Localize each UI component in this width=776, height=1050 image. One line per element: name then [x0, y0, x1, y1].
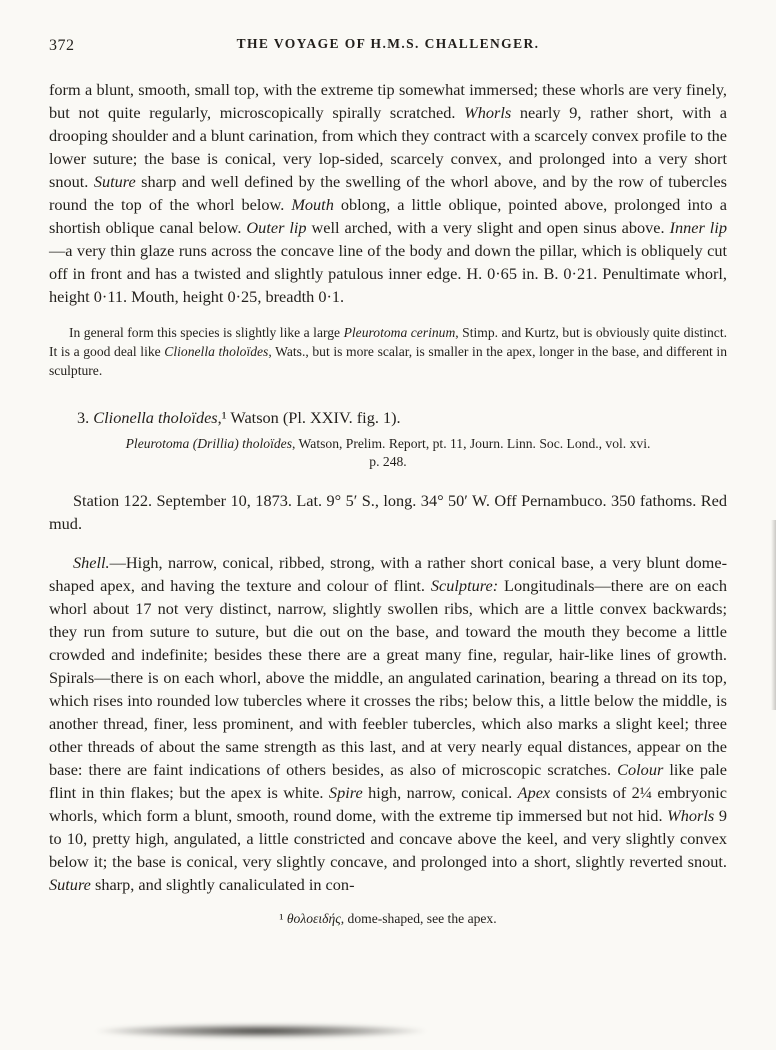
running-title: THE VOYAGE OF H.M.S. CHALLENGER. — [236, 36, 540, 51]
citation-line-2: p. 248. — [369, 454, 407, 469]
scan-smudge-artifact — [96, 1024, 426, 1038]
page-header — [49, 36, 727, 58]
citation-line-1: Pleurotoma (Drillia) tholoïdes, Watson, Prelim. Report, pt. 11, Journ. Linn. Soc. Lond., vol. xvi. — [125, 436, 651, 451]
station-record-paragraph: Station 122. September 10, 1873. Lat. 9° 5′ S., long. 34° 50′ W. Off Pernambuco. 350 fathoms. Red mud. — [49, 491, 727, 533]
page-number: 372 — [49, 37, 75, 54]
description-continuation-paragraph: form a blunt, smooth, small top, with the extreme tip somewhat immersed; these whorls are very finely, but not quite regularly, microscopically spirally scratched. Whorls nearly 9, rather short, with a drooping shoulder and a blunt carination, from which they contract with a scarcely convex profile to the lower suture; the base is conical, very lop-sided, scarcely convex, and prolonged into a very short snout. Suture sharp and well defined by the swelling of the whorl above, and by the row of tubercles round the top of the whorl below. Mouth oblong, a little oblique, pointed above, prolonged into a shortish oblique canal below. Outer lip well arched, with a very slight and open sinus above. Inner lip—a very thin glaze runs across the concave line of the body and down the pillar, which is obliquely cut off in front and has a twisted and slightly patulous inner edge. H. 0·65 in. B. 0·21. Penultimate whorl, height 0·11. Mouth, height 0·25, breadth 0·1. — [49, 80, 728, 306]
species-heading: 3. Clionella tholoïdes,¹ Watson (Pl. XXIV. fig. 1). — [77, 408, 401, 427]
general-remarks-paragraph: In general form this species is slightly like a large Pleurotoma cerinum, Stimp. and Kurtz, but is obviously quite distinct. It is a good deal like Clionella tholoïdes, Wats., but is more scalar, is smaller in the apex, longer in the base, and different in sculpture. — [49, 325, 728, 378]
shell-description-paragraph: Shell.—High, narrow, conical, ribbed, strong, with a rather short conical base, a very blunt dome-shaped apex, and having the texture and colour of flint. Sculpture: Longitudinals—there are on each whorl about 17 not very distinct, narrow, slightly swollen ribs, which are a little convex backwards; they run from suture to suture, but die out on the base, and toward the mouth they become a little crowded and indefinite; besides these there are a great many fine, regular, hair-like lines of growth. Spirals—there is on each whorl, above the middle, an angulated carination, bearing a thread on its top, which rises into rounded low tubercles where it crosses the ribs; below this, a little below the middle, is another thread, finer, less prominent, and with feebler tubercles, which also marks a slight keel; three other threads of about the same strength as this last, and at very nearly equal distances, appear on the base: there are faint indications of others besides, as also of microscopic scratches. Colour like pale flint in thin flakes; but the apex is white. Spire high, narrow, conical. Apex consists of 2¼ embryonic whorls, which form a blunt, smooth, round dome, with the extreme tip immersed but not hid. Whorls 9 to 10, pretty high, angulated, a little constricted and concave above the keel, and very slightly convex below it; the base is conical, very slightly concave, and prolonged into a short, slightly reverted snout. Suture sharp, and slightly canaliculated in con- — [49, 553, 728, 894]
page-edge-shadow — [771, 520, 776, 710]
footnote: ¹ θολοειδής, dome-shaped, see the apex. — [279, 911, 497, 926]
synonymy-citation — [49, 435, 727, 471]
